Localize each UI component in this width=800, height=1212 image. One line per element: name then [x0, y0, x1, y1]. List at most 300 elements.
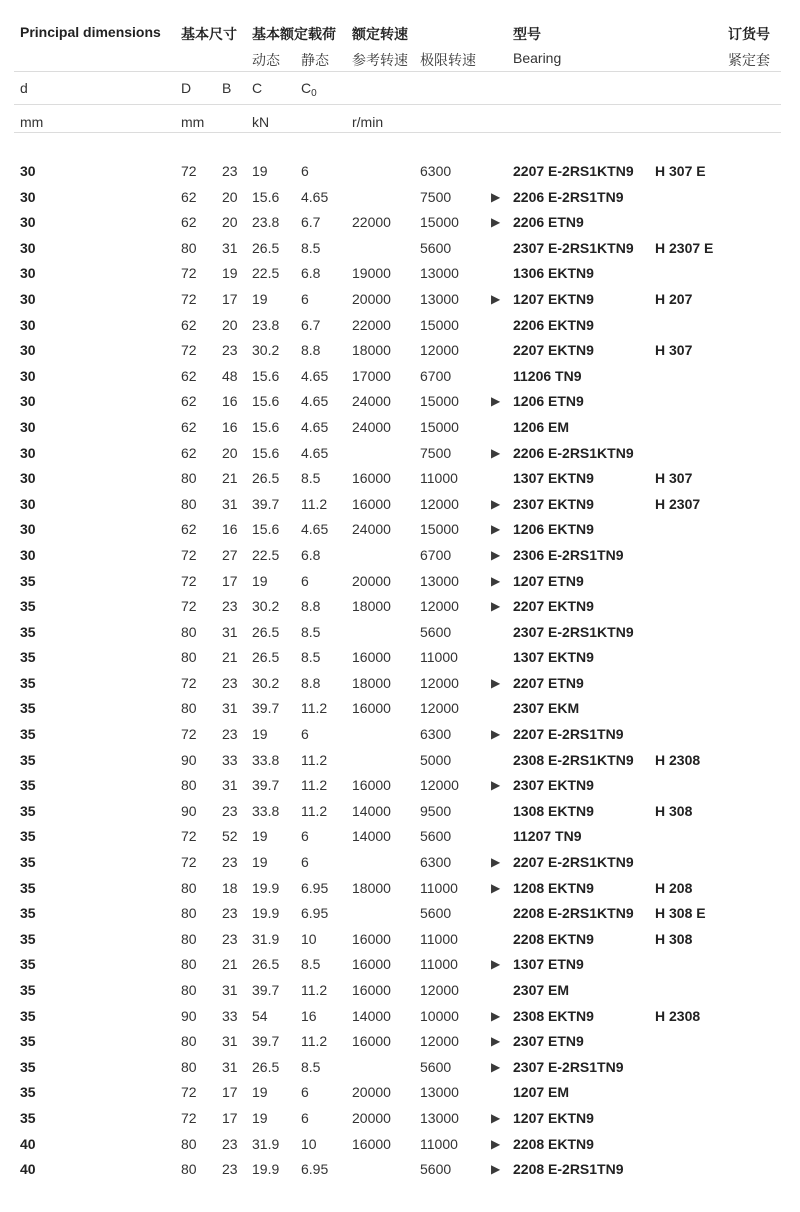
bearing-designation-link[interactable]: 2208 E-2RS1KTN9 — [513, 905, 634, 922]
cell-limiting-speed: 11000 — [420, 956, 458, 973]
cell-bore-diameter: 30 — [20, 444, 36, 461]
cell-outer-diameter: 80 — [181, 1135, 197, 1152]
cell-limiting-speed: 9500 — [420, 802, 452, 819]
cell-static-load: 8.5 — [301, 649, 321, 666]
cell-bore-diameter: 30 — [20, 239, 36, 256]
table-row — [0, 342, 800, 368]
table-row — [0, 931, 800, 957]
cell-reference-speed: 16000 — [352, 1033, 391, 1050]
cell-dynamic-load: 19.9 — [252, 905, 280, 922]
cell-reference-speed: 18000 — [352, 342, 391, 359]
bearing-designation-link[interactable]: 2207 E-2RS1TN9 — [513, 726, 624, 743]
cell-outer-diameter: 90 — [181, 1007, 197, 1024]
cell-static-load: 6 — [301, 854, 309, 871]
bearing-designation-link[interactable]: 2306 E-2RS1TN9 — [513, 546, 624, 563]
cell-bore-diameter: 30 — [20, 163, 36, 179]
table-row — [0, 880, 800, 906]
cell-reference-speed: 18000 — [352, 674, 391, 691]
cell-outer-diameter: 90 — [181, 802, 197, 819]
cell-width: 31 — [222, 1033, 238, 1050]
cell-width: 33 — [222, 751, 238, 768]
cell-static-load: 4.65 — [301, 393, 329, 410]
table-row — [0, 1008, 800, 1034]
cell-dynamic-load: 15.6 — [252, 393, 280, 410]
cell-dynamic-load: 19.9 — [252, 1161, 280, 1178]
cell-static-load: 4.65 — [301, 444, 329, 461]
bearing-designation-link[interactable]: 1308 EKTN9 — [513, 802, 594, 819]
table-row — [0, 1110, 800, 1136]
table-row — [0, 547, 800, 573]
table-row — [0, 470, 800, 496]
cell-dynamic-load: 19 — [252, 1109, 268, 1126]
cell-outer-diameter: 62 — [181, 188, 197, 205]
cell-width: 23 — [222, 726, 238, 743]
cell-dynamic-load: 15.6 — [252, 521, 280, 538]
bearing-designation-link[interactable]: 2307 EM — [513, 982, 570, 998]
cell-width: 27 — [222, 546, 238, 563]
cell-dynamic-load: 26.5 — [252, 239, 280, 256]
adapter-sleeve-link[interactable]: H 2307 E — [655, 239, 714, 256]
cell-bore-diameter: 30 — [20, 188, 36, 205]
cell-limiting-speed: 12000 — [420, 777, 459, 794]
cell-dynamic-load: 19 — [252, 572, 268, 589]
cell-outer-diameter: 62 — [181, 521, 197, 538]
bearing-designation-link[interactable]: 2307 ETN9 — [513, 1033, 584, 1050]
bearing-designation-link[interactable]: 2207 ETN9 — [513, 674, 584, 691]
cell-static-load: 10 — [301, 1135, 317, 1152]
arrow-right-icon: ▶ — [491, 778, 501, 793]
adapter-sleeve-link[interactable]: H 308 — [655, 930, 693, 947]
cell-width: 23 — [222, 342, 238, 359]
bearing-designation-link[interactable]: 2308 EKTN9 — [513, 1007, 594, 1024]
table-row — [0, 700, 800, 726]
table-row — [0, 393, 800, 419]
cell-limiting-speed: 13000 — [420, 265, 459, 282]
cell-limiting-speed: 6300 — [420, 163, 452, 179]
cell-outer-diameter: 72 — [181, 1084, 197, 1101]
cell-width: 23 — [222, 163, 238, 179]
table-row — [0, 573, 800, 599]
cell-reference-speed: 20000 — [352, 1084, 391, 1101]
cell-outer-diameter: 72 — [181, 546, 197, 563]
cell-width: 31 — [222, 700, 238, 717]
cell-width: 23 — [222, 930, 238, 947]
cell-reference-speed: 18000 — [352, 879, 391, 896]
adapter-sleeve-link[interactable]: H 307 E — [655, 163, 706, 179]
adapter-sleeve-link[interactable]: H 307 — [655, 470, 693, 487]
cell-reference-speed: 14000 — [352, 828, 391, 845]
cell-outer-diameter: 80 — [181, 495, 197, 512]
cell-static-load: 6 — [301, 1109, 309, 1126]
cell-limiting-speed: 12000 — [420, 495, 459, 512]
cell-outer-diameter: 80 — [181, 623, 197, 640]
bearing-designation-link[interactable]: 2207 E-2RS1KTN9 — [513, 163, 634, 179]
bearing-designation-link[interactable]: 1206 EM — [513, 418, 570, 435]
cell-dynamic-load: 39.7 — [252, 495, 280, 512]
cell-width: 23 — [222, 1135, 238, 1152]
cell-dynamic-load: 39.7 — [252, 982, 280, 998]
arrow-right-icon: ▶ — [491, 1008, 501, 1023]
table-row — [0, 419, 800, 445]
bearing-designation-link[interactable]: 2206 E-2RS1TN9 — [513, 188, 624, 205]
cell-width: 16 — [222, 418, 238, 435]
cell-bore-diameter: 35 — [20, 905, 36, 922]
arrow-right-icon: ▶ — [491, 675, 501, 690]
cell-bore-diameter: 35 — [20, 1007, 36, 1024]
cell-reference-speed: 20000 — [352, 1109, 391, 1126]
adapter-sleeve-link[interactable]: H 308 — [655, 802, 693, 819]
adapter-sleeve-link[interactable]: H 307 — [655, 342, 693, 359]
cell-reference-speed: 16000 — [352, 495, 391, 512]
header-divider — [14, 132, 781, 133]
cell-static-load: 6 — [301, 828, 309, 845]
cell-outer-diameter: 80 — [181, 239, 197, 256]
adapter-sleeve-link[interactable]: H 207 — [655, 290, 693, 307]
cell-bore-diameter: 30 — [20, 214, 36, 231]
cell-limiting-speed: 13000 — [420, 572, 459, 589]
table-row — [0, 445, 800, 471]
cell-reference-speed: 24000 — [352, 393, 391, 410]
cell-limiting-speed: 5600 — [420, 623, 452, 640]
cell-reference-speed: 16000 — [352, 956, 391, 973]
cell-limiting-speed: 15000 — [420, 418, 459, 435]
table-row — [0, 726, 800, 752]
cell-bore-diameter: 35 — [20, 1084, 36, 1101]
bearing-designation-link[interactable]: 2206 EKTN9 — [513, 316, 594, 333]
cell-bore-diameter: 35 — [20, 751, 36, 768]
cell-limiting-speed: 5600 — [420, 905, 452, 922]
bearing-designation-link[interactable]: 2207 E-2RS1KTN9 — [513, 854, 634, 871]
bearing-designation-link[interactable]: 11206 TN9 — [513, 367, 582, 384]
table-row — [0, 368, 800, 394]
cell-limiting-speed: 13000 — [420, 1084, 459, 1101]
bearing-designation-link[interactable]: 2207 EKTN9 — [513, 598, 594, 615]
cell-outer-diameter: 72 — [181, 342, 197, 359]
cell-static-load: 6.8 — [301, 265, 321, 282]
header-bearing: Bearing — [513, 50, 562, 66]
table-row — [0, 317, 800, 343]
bearing-designation-link[interactable]: 1307 EKTN9 — [513, 470, 594, 487]
bearing-designation-link[interactable]: 2208 EKTN9 — [513, 930, 594, 947]
cell-outer-diameter: 72 — [181, 828, 197, 845]
cell-outer-diameter: 62 — [181, 418, 197, 435]
table-row — [0, 163, 800, 189]
table-row — [0, 624, 800, 650]
cell-static-load: 10 — [301, 930, 317, 947]
cell-width: 16 — [222, 521, 238, 538]
arrow-right-icon: ▶ — [491, 957, 501, 972]
cell-static-load: 8.8 — [301, 598, 321, 615]
cell-bore-diameter: 30 — [20, 470, 36, 487]
symbol-C0-subscript: 0 — [311, 88, 317, 99]
cell-dynamic-load: 23.8 — [252, 214, 280, 231]
cell-limiting-speed: 11000 — [420, 1135, 458, 1152]
bearing-designation-link[interactable]: 2308 E-2RS1KTN9 — [513, 751, 634, 768]
cell-width: 31 — [222, 239, 238, 256]
cell-dynamic-load: 26.5 — [252, 956, 280, 973]
cell-static-load: 6 — [301, 290, 309, 307]
bearing-designation-link[interactable]: 2207 EKTN9 — [513, 342, 594, 359]
arrow-right-icon: ▶ — [491, 1162, 501, 1177]
cell-width: 23 — [222, 674, 238, 691]
cell-limiting-speed: 7500 — [420, 188, 452, 205]
arrow-right-icon: ▶ — [491, 880, 501, 895]
cell-bore-diameter: 35 — [20, 674, 36, 691]
unit-C: kN — [252, 114, 270, 130]
header-reference-speed: 参考转速 — [352, 52, 408, 68]
unit-speed: r/min — [352, 114, 384, 130]
bearing-designation-link[interactable]: 2307 EKTN9 — [513, 777, 594, 794]
cell-width: 17 — [222, 572, 238, 589]
cell-dynamic-load: 30.2 — [252, 598, 280, 615]
bearing-designation-link[interactable]: 2307 E-2RS1KTN9 — [513, 623, 634, 640]
symbol-C: C — [252, 80, 263, 96]
cell-static-load: 4.65 — [301, 521, 329, 538]
cell-bore-diameter: 35 — [20, 700, 36, 717]
cell-limiting-speed: 15000 — [420, 521, 459, 538]
arrow-right-icon: ▶ — [491, 1136, 501, 1151]
cell-static-load: 11.2 — [301, 751, 328, 768]
cell-static-load: 11.2 — [301, 700, 328, 717]
arrow-right-icon: ▶ — [491, 496, 501, 511]
bearing-designation-link[interactable]: 1206 ETN9 — [513, 393, 584, 410]
table-row — [0, 752, 800, 778]
cell-reference-speed: 16000 — [352, 700, 391, 717]
cell-reference-speed: 16000 — [352, 982, 391, 998]
bearing-designation-link[interactable]: 1307 EKTN9 — [513, 649, 594, 666]
header-basic-dimensions: 基本尺寸 — [181, 26, 237, 42]
cell-static-load: 8.5 — [301, 623, 321, 640]
cell-limiting-speed: 15000 — [420, 214, 459, 231]
cell-static-load: 8.8 — [301, 674, 321, 691]
cell-bore-diameter: 35 — [20, 649, 36, 666]
table-row — [0, 982, 800, 1008]
table-row — [0, 675, 800, 701]
bearing-designation-link[interactable]: 2307 E-2RS1KTN9 — [513, 239, 634, 256]
cell-static-load: 6.95 — [301, 1161, 329, 1178]
cell-outer-diameter: 72 — [181, 674, 197, 691]
cell-dynamic-load: 15.6 — [252, 188, 280, 205]
cell-static-load: 11.2 — [301, 777, 328, 794]
cell-reference-speed: 24000 — [352, 418, 391, 435]
cell-width: 21 — [222, 649, 238, 666]
table-row — [0, 803, 800, 829]
cell-dynamic-load: 39.7 — [252, 700, 280, 717]
cell-outer-diameter: 80 — [181, 1058, 197, 1075]
cell-static-load: 8.5 — [301, 1058, 321, 1075]
adapter-sleeve-link[interactable]: H 2308 — [655, 751, 701, 768]
cell-outer-diameter: 72 — [181, 265, 197, 282]
cell-width: 21 — [222, 956, 238, 973]
unit-D: mm — [181, 114, 205, 130]
cell-width: 23 — [222, 854, 238, 871]
cell-width: 23 — [222, 1161, 238, 1178]
cell-outer-diameter: 72 — [181, 1109, 197, 1126]
cell-dynamic-load: 23.8 — [252, 316, 280, 333]
adapter-sleeve-link[interactable]: H 2307 — [655, 495, 701, 512]
table-row — [0, 956, 800, 982]
cell-static-load: 11.2 — [301, 802, 328, 819]
bearing-designation-link[interactable]: 1207 EM — [513, 1084, 570, 1101]
arrow-right-icon: ▶ — [491, 522, 501, 537]
cell-dynamic-load: 19 — [252, 1084, 268, 1101]
unit-d: mm — [20, 114, 44, 130]
cell-bore-diameter: 35 — [20, 572, 36, 589]
bearing-designation-link[interactable]: 11207 TN9 — [513, 828, 582, 845]
bearing-designation-link[interactable]: 1207 EKTN9 — [513, 1109, 594, 1126]
arrow-right-icon: ▶ — [491, 1059, 501, 1074]
cell-static-load: 4.65 — [301, 188, 329, 205]
arrow-right-icon: ▶ — [491, 1034, 501, 1049]
cell-width: 48 — [222, 367, 238, 384]
table-row — [0, 1059, 800, 1085]
cell-limiting-speed: 6300 — [420, 726, 452, 743]
cell-width: 19 — [222, 265, 238, 282]
cell-limiting-speed: 15000 — [420, 393, 459, 410]
cell-width: 31 — [222, 623, 238, 640]
bearing-designation-link[interactable]: 2208 EKTN9 — [513, 1135, 594, 1152]
cell-bore-diameter: 35 — [20, 726, 36, 743]
cell-dynamic-load: 19.9 — [252, 879, 280, 896]
cell-reference-speed: 14000 — [352, 802, 391, 819]
bearing-designation-link[interactable]: 1206 EKTN9 — [513, 521, 594, 538]
cell-static-load: 4.65 — [301, 367, 329, 384]
cell-static-load: 6 — [301, 726, 309, 743]
cell-dynamic-load: 19 — [252, 290, 268, 307]
cell-dynamic-load: 19 — [252, 828, 268, 845]
cell-width: 23 — [222, 905, 238, 922]
cell-limiting-speed: 5600 — [420, 1058, 452, 1075]
arrow-right-icon: ▶ — [491, 599, 501, 614]
bearing-designation-link[interactable]: 1207 ETN9 — [513, 572, 584, 589]
arrow-right-icon: ▶ — [491, 445, 501, 460]
adapter-sleeve-link[interactable]: H 2308 — [655, 1007, 701, 1024]
cell-outer-diameter: 72 — [181, 290, 197, 307]
cell-dynamic-load: 19 — [252, 854, 268, 871]
cell-limiting-speed: 12000 — [420, 982, 459, 998]
bearing-designation-link[interactable]: 2206 ETN9 — [513, 214, 584, 231]
bearing-designation-link[interactable]: 2307 E-2RS1TN9 — [513, 1058, 624, 1075]
cell-outer-diameter: 90 — [181, 751, 197, 768]
cell-limiting-speed: 10000 — [420, 1007, 459, 1024]
arrow-right-icon: ▶ — [491, 855, 501, 870]
cell-outer-diameter: 62 — [181, 393, 197, 410]
cell-bore-diameter: 30 — [20, 418, 36, 435]
cell-limiting-speed: 11000 — [420, 649, 458, 666]
cell-bore-diameter: 40 — [20, 1135, 36, 1152]
cell-static-load: 6.95 — [301, 905, 329, 922]
bearing-designation-link[interactable]: 2206 E-2RS1KTN9 — [513, 444, 634, 461]
cell-reference-speed: 18000 — [352, 598, 391, 615]
cell-bore-diameter: 35 — [20, 854, 36, 871]
arrow-right-icon: ▶ — [491, 215, 501, 230]
cell-dynamic-load: 30.2 — [252, 342, 280, 359]
cell-width: 18 — [222, 879, 238, 896]
table-row — [0, 598, 800, 624]
cell-reference-speed: 16000 — [352, 470, 391, 487]
cell-dynamic-load: 31.9 — [252, 930, 280, 947]
cell-outer-diameter: 80 — [181, 649, 197, 666]
bearing-designation-link[interactable]: 1207 EKTN9 — [513, 290, 594, 307]
cell-static-load: 8.5 — [301, 470, 321, 487]
cell-dynamic-load: 15.6 — [252, 418, 280, 435]
cell-dynamic-load: 19 — [252, 163, 268, 179]
arrow-right-icon: ▶ — [491, 291, 501, 306]
table-row — [0, 649, 800, 675]
cell-bore-diameter: 30 — [20, 367, 36, 384]
cell-dynamic-load: 33.8 — [252, 751, 280, 768]
cell-limiting-speed: 11000 — [420, 930, 458, 947]
cell-bore-diameter: 30 — [20, 546, 36, 563]
cell-static-load: 16 — [301, 1007, 317, 1024]
cell-bore-diameter: 30 — [20, 290, 36, 307]
symbol-C0 — [301, 80, 317, 99]
cell-reference-speed: 20000 — [352, 290, 391, 307]
cell-dynamic-load: 54 — [252, 1007, 268, 1024]
header-basic-load-ratings: 基本额定载荷 — [252, 26, 336, 42]
cell-static-load: 6.7 — [301, 316, 321, 333]
cell-static-load: 11.2 — [301, 982, 328, 998]
cell-width: 31 — [222, 777, 238, 794]
cell-limiting-speed: 5600 — [420, 1161, 452, 1178]
cell-bore-diameter: 35 — [20, 879, 36, 896]
cell-limiting-speed: 12000 — [420, 700, 459, 717]
cell-limiting-speed: 12000 — [420, 1033, 459, 1050]
bearing-designation-link[interactable]: 1307 ETN9 — [513, 956, 584, 973]
cell-limiting-speed: 12000 — [420, 674, 459, 691]
bearing-designation-link[interactable]: 1306 EKTN9 — [513, 265, 594, 282]
cell-reference-speed: 24000 — [352, 521, 391, 538]
cell-width: 17 — [222, 290, 238, 307]
cell-bore-diameter: 30 — [20, 495, 36, 512]
cell-static-load: 8.5 — [301, 956, 321, 973]
cell-limiting-speed: 5600 — [420, 828, 452, 845]
cell-outer-diameter: 80 — [181, 956, 197, 973]
cell-outer-diameter: 62 — [181, 214, 197, 231]
symbol-B: B — [222, 80, 232, 96]
bearing-designation-link[interactable]: 2307 EKM — [513, 700, 580, 717]
cell-dynamic-load: 26.5 — [252, 649, 280, 666]
adapter-sleeve-link[interactable]: H 208 — [655, 879, 693, 896]
cell-dynamic-load: 39.7 — [252, 777, 280, 794]
cell-width: 20 — [222, 214, 238, 231]
arrow-right-icon: ▶ — [491, 547, 501, 562]
header-adapter-sleeve: 紧定套 — [728, 52, 770, 68]
header-order-number: 订货号 — [728, 26, 770, 42]
cell-static-load: 8.8 — [301, 342, 321, 359]
cell-outer-diameter: 62 — [181, 316, 197, 333]
cell-width: 20 — [222, 444, 238, 461]
cell-static-load: 11.2 — [301, 1033, 328, 1050]
cell-bore-diameter: 35 — [20, 1109, 36, 1126]
table-row — [0, 265, 800, 291]
header-divider — [14, 104, 781, 105]
bearing-designation-link[interactable]: 2208 E-2RS1TN9 — [513, 1161, 624, 1178]
cell-dynamic-load: 39.7 — [252, 1033, 280, 1050]
cell-limiting-speed: 13000 — [420, 290, 459, 307]
cell-reference-speed: 16000 — [352, 649, 391, 666]
bearing-designation-link[interactable]: 1208 EKTN9 — [513, 879, 594, 896]
cell-static-load: 6.95 — [301, 879, 329, 896]
adapter-sleeve-link[interactable]: H 308 E — [655, 905, 706, 922]
cell-outer-diameter: 80 — [181, 905, 197, 922]
cell-outer-diameter: 72 — [181, 854, 197, 871]
cell-outer-diameter: 72 — [181, 726, 197, 743]
cell-limiting-speed: 12000 — [420, 342, 459, 359]
header-speed-ratings: 额定转速 — [352, 26, 408, 42]
cell-static-load: 6 — [301, 1084, 309, 1101]
bearing-designation-link[interactable]: 2307 EKTN9 — [513, 495, 594, 512]
